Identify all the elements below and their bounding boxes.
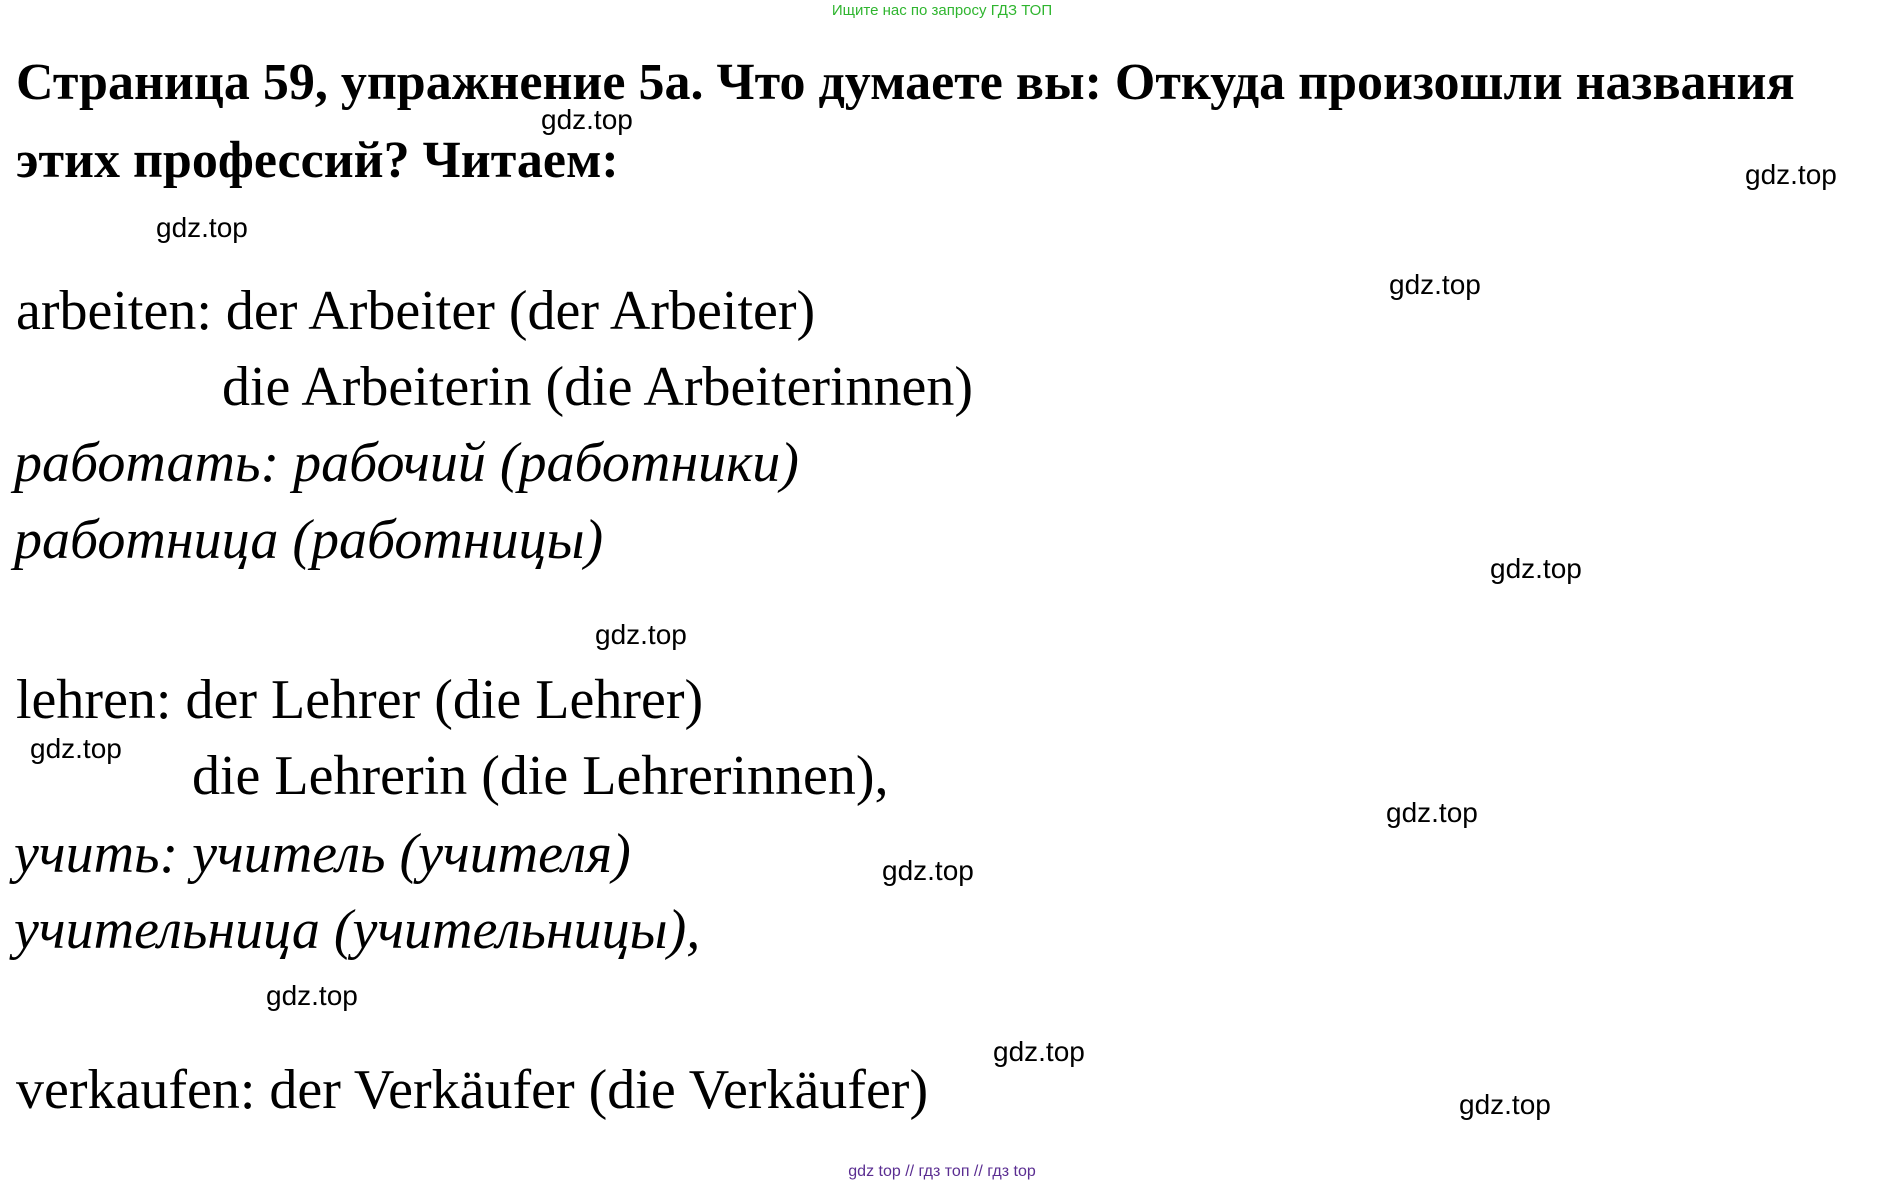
watermark: gdz.top [1745, 159, 1837, 190]
exercise-title: Страница 59, упражнение 5а. Что думаете вы: Откуда произошли названия этих профессий? Читаем: [16, 54, 1795, 189]
watermark: gdz.top [30, 733, 122, 764]
entry-3-german-line-1: verkaufen: der Verkäufer (die Verkäufer) [16, 1059, 929, 1121]
watermark: gdz.top [882, 855, 974, 886]
watermark: gdz.top [1389, 269, 1481, 300]
entry-1-russian-line-2: работница (работницы) [14, 509, 604, 571]
entry-2-german-line-1: lehren: der Lehrer (die Lehrer) [16, 669, 704, 731]
watermark: gdz.top [1386, 797, 1478, 828]
watermark: gdz.top [266, 980, 358, 1011]
watermark: gdz.top [595, 619, 687, 650]
entry-2-russian-line-1: учить: учитель (учителя) [14, 823, 631, 885]
watermark: gdz.top [541, 104, 633, 135]
entry-1-german-line-1: arbeiten: der Arbeiter (der Arbeiter) [16, 280, 816, 342]
entry-1-german-line-2: die Arbeiterin (die Arbeiterinnen) [222, 356, 974, 418]
watermark: gdz.top [993, 1036, 1085, 1067]
entry-1-russian-line-1: работать: рабочий (работники) [14, 432, 799, 494]
entry-2-russian-line-2: учительница (учительницы), [14, 899, 701, 961]
footer-links[interactable]: gdz top // гдз топ // гдз top [848, 1163, 1036, 1180]
watermark: gdz.top [156, 212, 248, 243]
watermark: gdz.top [1459, 1089, 1551, 1120]
top-banner[interactable]: Ищите нас по запросу ГДЗ ТОП [831, 2, 1053, 19]
watermark: gdz.top [1490, 553, 1582, 584]
entry-2-german-line-2: die Lehrerin (die Lehrerinnen), [192, 745, 889, 807]
